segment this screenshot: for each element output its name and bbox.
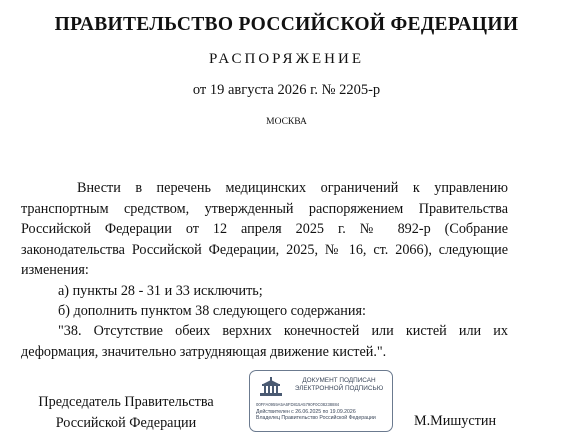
list-item-a: а) пункты 28 - 31 и 33 исключить; (58, 283, 263, 299)
document-date-number: от 19 августа 2026 г. № 2205-р (192, 82, 381, 98)
stamp-certificate: 00FFA0959A5A6FD815A5790F0C08238884 (256, 402, 340, 407)
government-title: ПРАВИТЕЛЬСТВО РОССИЙСКОЙ ФЕДЕРАЦИИ (54, 14, 519, 35)
list-item-b: б) дополнить пунктом 38 следующего содержания: (58, 303, 366, 319)
stamp-owner: Владелец Правительство Российской Федерации (256, 415, 376, 421)
stamp-title: ДОКУМЕНТ ПОДПИСАН ЭЛЕКТРОННОЙ ПОДПИСЬЮ (294, 377, 384, 392)
signer-name: М.Мишустин (414, 413, 497, 429)
stamp-validity: Действителен с 26.06.2025 по 19.09.2026 (256, 409, 356, 415)
quoted-amendment: "38. Отсутствие обеих верхних конечностей или кистей или их деформация, значительно затрудняющая движение кистей.". (21, 323, 508, 360)
government-building-icon (258, 376, 284, 398)
document-type: РАСПОРЯЖЕНИЕ (208, 51, 364, 67)
main-paragraph: Внести в перечень медицинских ограничений к управлению транспортным средством, утвержденный распоряжением Правительства Российской Федерации от 12 апреля 2025 г. № 892-р (Собрание законодательства Российской Федерации, 2025, № 16, ст. 2066), следующие изменения: (21, 180, 508, 278)
signer-position: Председатель Правительства Российской Федерации (38, 394, 214, 431)
document-city: МОСКВА (266, 117, 307, 127)
electronic-signature-stamp (249, 370, 393, 432)
